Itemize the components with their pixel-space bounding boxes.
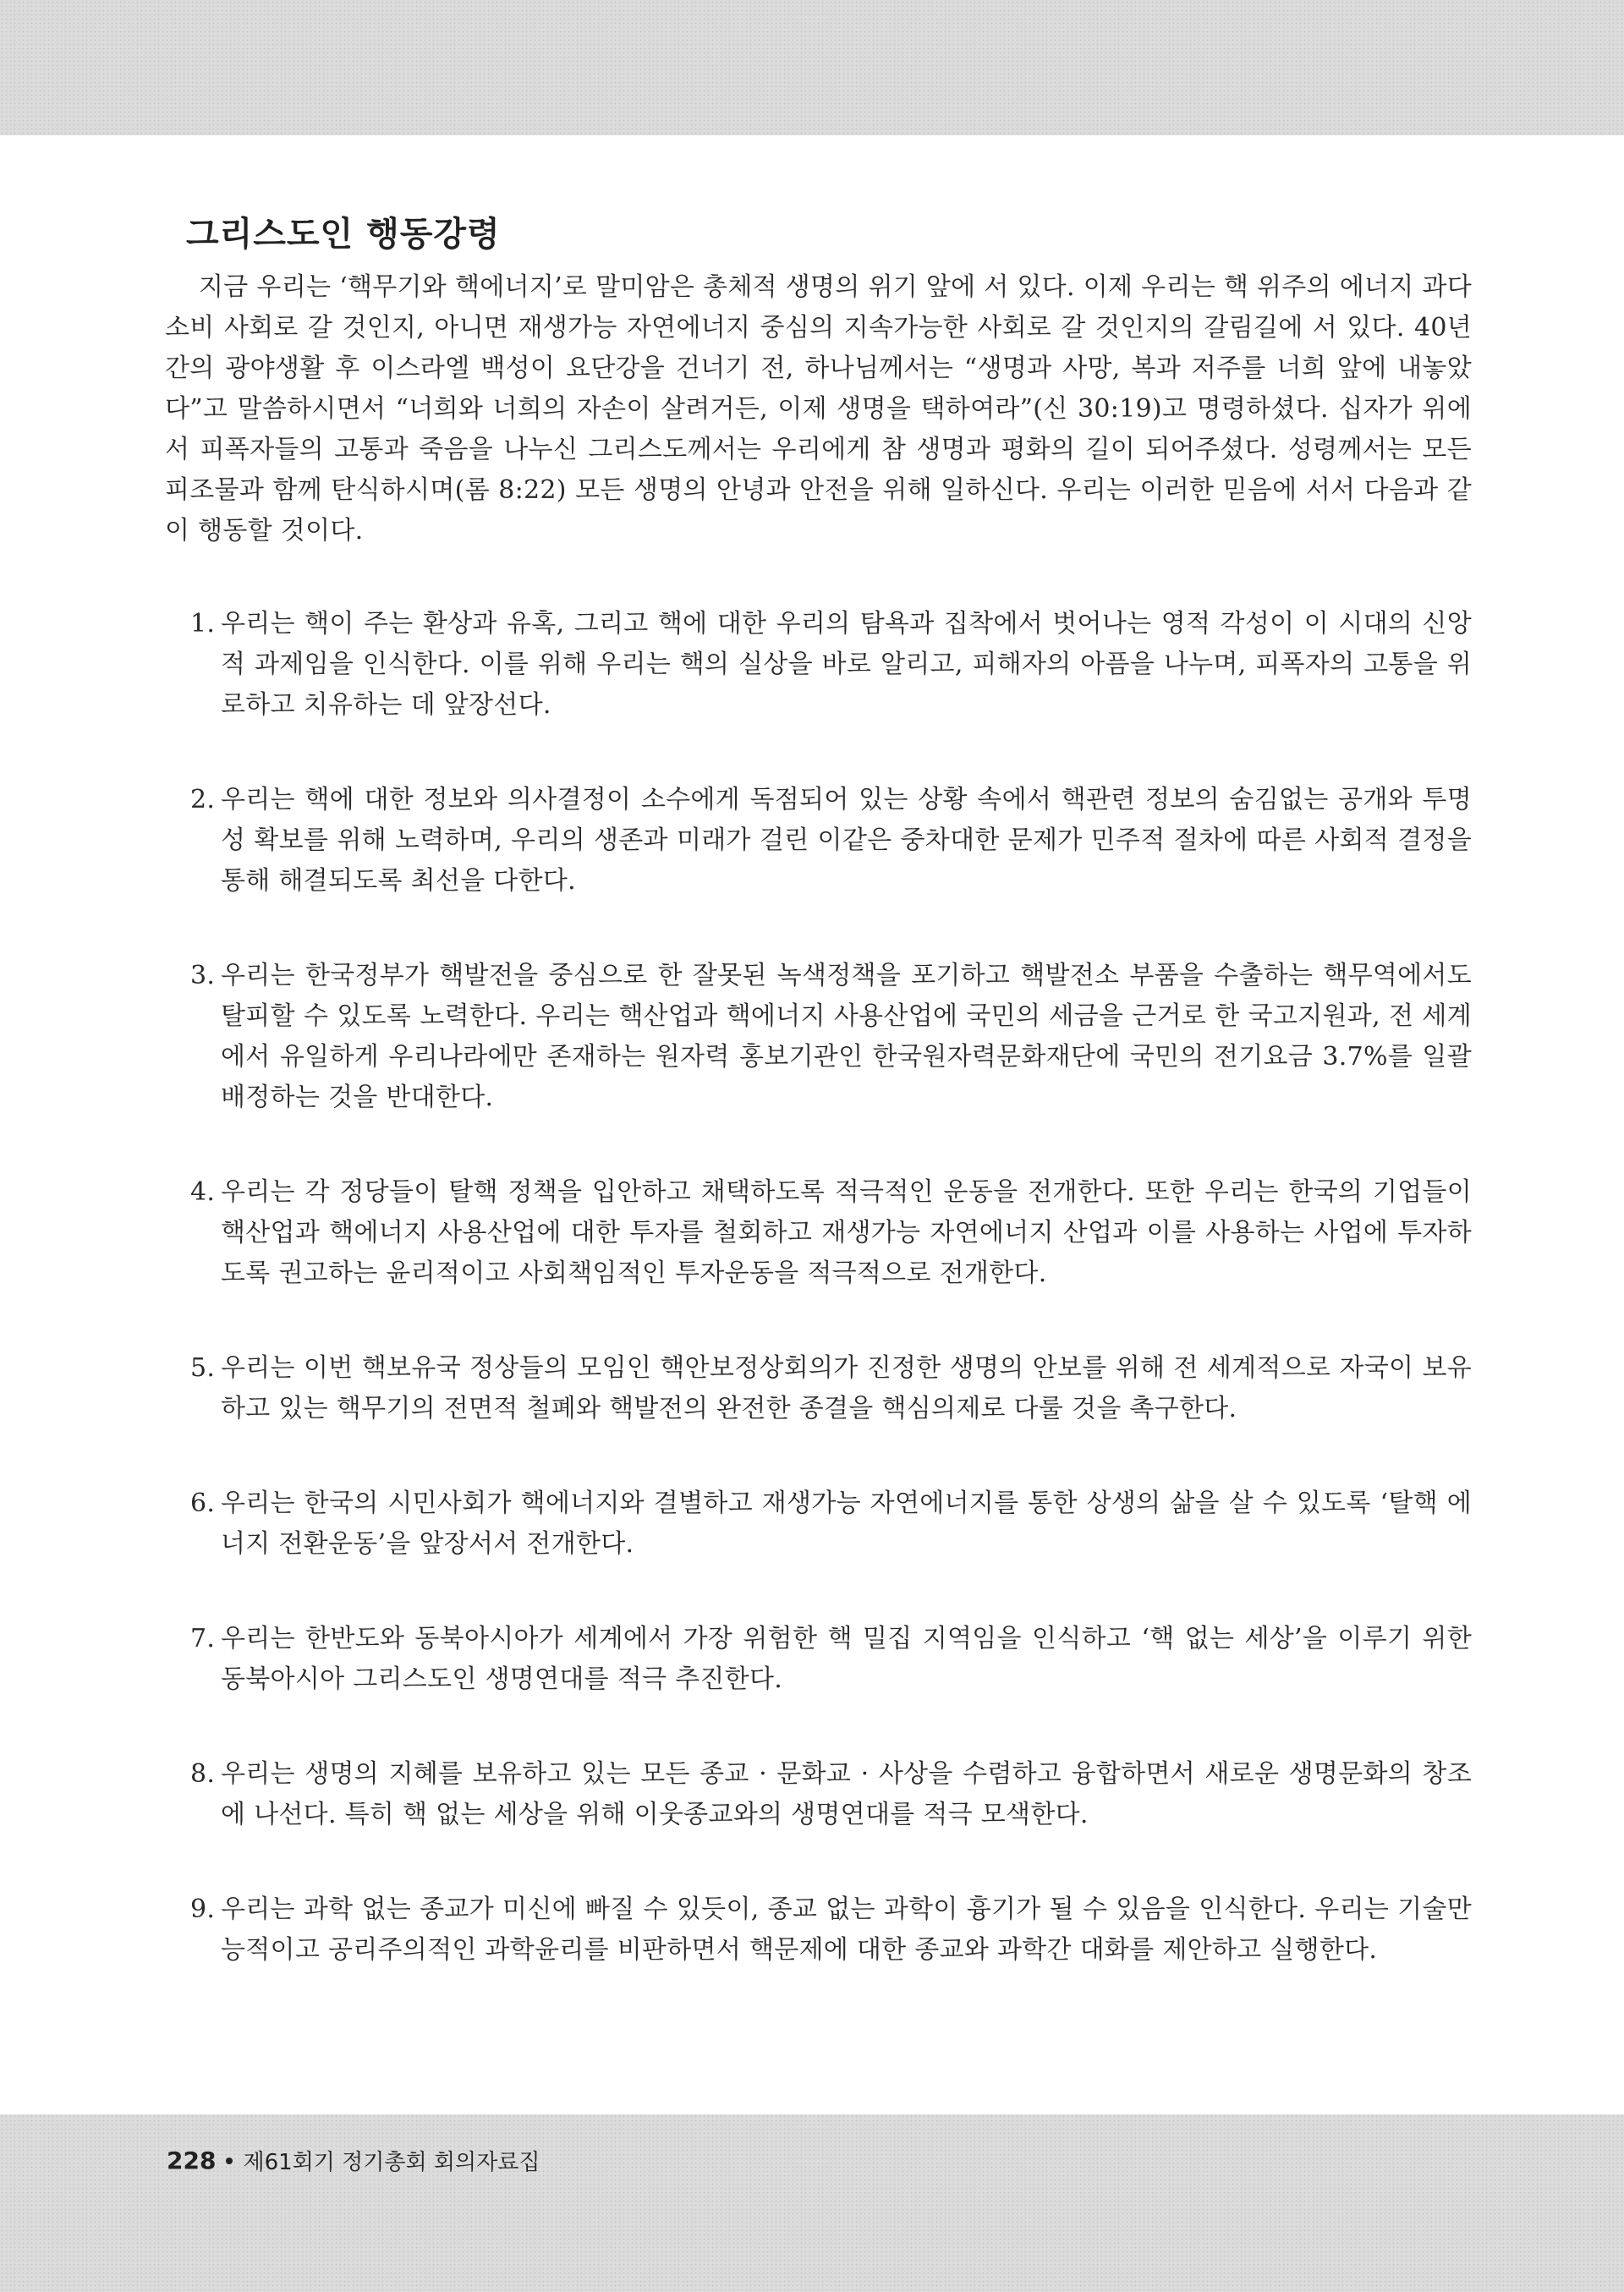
item-number: 1. xyxy=(190,609,216,639)
item-text: 우리는 생명의 지혜를 보유하고 있는 모든 종교 · 문화교 · 사상을 수렴하고 융합하면서 새로운 생명문화의 창조에 나선다. 특히 핵 없는 세상을 위해 이웃종교와의 생명연대를 적극 모색한다. xyxy=(221,1759,1472,1829)
bullet-icon xyxy=(226,2158,233,2164)
item-text: 우리는 한국의 시민사회가 핵에너지와 결별하고 재생가능 자연에너지를 통한 상생의 삶을 살 수 있도록 ‘탈핵 에너지 전환운동’을 앞장서서 전개한다. xyxy=(221,1489,1472,1559)
list-item xyxy=(165,780,1472,902)
intro-paragraph: 지금 우리는 ‘핵무기와 핵에너지’로 말미암은 총체적 생명의 위기 앞에 서 있다. 이제 우리는 핵 위주의 에너지 과다소비 사회로 갈 것인지, 아니면 재생가능 자연에너지 중심의 지속가능한 사회로 갈 것인지의 갈림길에 서 있다. 40년간의 광야생활 후 이스라엘 백성이 요단강을 건너기 전, 하나님께서는 “생명과 사망, 복과 저주를 너희 앞에 내놓았다”고 말씀하시면서 “너희와 너희의 자손이 살려거든, 이제 생명을 택하여라”(신 30:19)고 명령하셨다. 십자가 위에서 피폭자들의 고통과 죽음을 나누신 그리스도께서는 우리에게 참 생명과 평화의 길이 되어주셨다. 성령께서는 모든 피조물과 함께 탄식하시며(롬 8:22) 모든 생명의 안녕과 안전을 위해 일하신다. 우리는 이러한 믿음에 서서 다음과 같이 행동할 것이다. xyxy=(165,272,1472,546)
item-number: 9. xyxy=(190,1894,216,1924)
book-title: 제61회기 정기총회 회의자료집 xyxy=(243,2150,540,2175)
list-item xyxy=(165,1172,1472,1294)
item-number: 6. xyxy=(190,1489,216,1518)
document-body xyxy=(165,207,1472,2025)
page-footer xyxy=(167,2145,540,2176)
list-item xyxy=(165,1754,1472,1835)
list-item xyxy=(165,1348,1472,1429)
list-item xyxy=(165,956,1472,1118)
item-text: 우리는 한국정부가 핵발전을 중심으로 한 잘못된 녹색정책을 포기하고 핵발전소 부품을 수출하는 핵무역에서도 탈피할 수 있도록 노력한다. 우리는 핵산업과 핵에너지 사용산업에 국민의 세금을 근거로 한 국고지원과, 전 세계에서 유일하게 우리나라에만 존재하는 원자력 홍보기관인 한국원자력문화재단에 국민의 전기요금 3.7%를 일괄 배정하는 것을 반대한다. xyxy=(221,961,1472,1112)
action-list xyxy=(165,604,1472,1971)
item-number: 8. xyxy=(190,1759,216,1789)
page-title: 그리스도인 행동강령 xyxy=(186,215,501,254)
list-item xyxy=(165,604,1472,726)
item-text: 우리는 이번 핵보유국 정상들의 모임인 핵안보정상회의가 진정한 생명의 안보를 위해 전 세계적으로 자국이 보유하고 있는 핵무기의 전면적 철폐와 핵발전의 완전한 종결을 핵심의제로 다룰 것을 촉구한다. xyxy=(221,1353,1472,1423)
list-item xyxy=(165,1483,1472,1565)
item-text: 우리는 과학 없는 종교가 미신에 빠질 수 있듯이, 종교 없는 과학이 흉기가 될 수 있음을 인식한다. 우리는 기술만능적이고 공리주의적인 과학윤리를 비판하면서 핵문제에 대한 종교와 과학간 대화를 제안하고 실행한다. xyxy=(221,1894,1472,1965)
item-number: 2. xyxy=(190,785,216,814)
item-text: 우리는 핵이 주는 환상과 유혹, 그리고 핵에 대한 우리의 탐욕과 집착에서 벗어나는 영적 각성이 이 시대의 신앙적 과제임을 인식한다. 이를 위해 우리는 핵의 실상을 바로 알리고, 피해자의 아픔을 나누며, 피폭자의 고통을 위로하고 치유하는 데 앞장선다. xyxy=(221,609,1472,720)
item-number: 5. xyxy=(190,1353,216,1383)
list-item xyxy=(165,1619,1472,1700)
list-item xyxy=(165,1889,1472,1971)
item-text: 우리는 한반도와 동북아시아가 세계에서 가장 위험한 핵 밀집 지역임을 인식하고 ‘핵 없는 세상’을 이루기 위한 동북아시아 그리스도인 생명연대를 적극 추진한다. xyxy=(221,1624,1472,1694)
item-text: 우리는 핵에 대한 정보와 의사결정이 소수에게 독점되어 있는 상황 속에서 핵관련 정보의 숨김없는 공개와 투명성 확보를 위해 노력하며, 우리의 생존과 미래가 걸린 이같은 중차대한 문제가 민주적 절차에 따른 사회적 결정을 통해 해결되도록 최선을 다한다. xyxy=(221,785,1472,896)
top-margin-band xyxy=(0,0,1624,135)
bottom-margin-band xyxy=(0,2114,1624,2292)
item-number: 7. xyxy=(190,1624,216,1653)
item-number: 3. xyxy=(190,961,216,990)
item-number: 4. xyxy=(190,1177,216,1207)
item-text: 우리는 각 정당들이 탈핵 정책을 입안하고 채택하도록 적극적인 운동을 전개한다. 또한 우리는 한국의 기업들이 핵산업과 핵에너지 사용산업에 대한 투자를 철회하고 재생가능 자연에너지 산업과 이를 사용하는 사업에 투자하도록 권고하는 윤리적이고 사회책임적인 투자운동을 적극적으로 전개한다. xyxy=(221,1177,1472,1288)
page-number: 228 xyxy=(167,2147,217,2174)
